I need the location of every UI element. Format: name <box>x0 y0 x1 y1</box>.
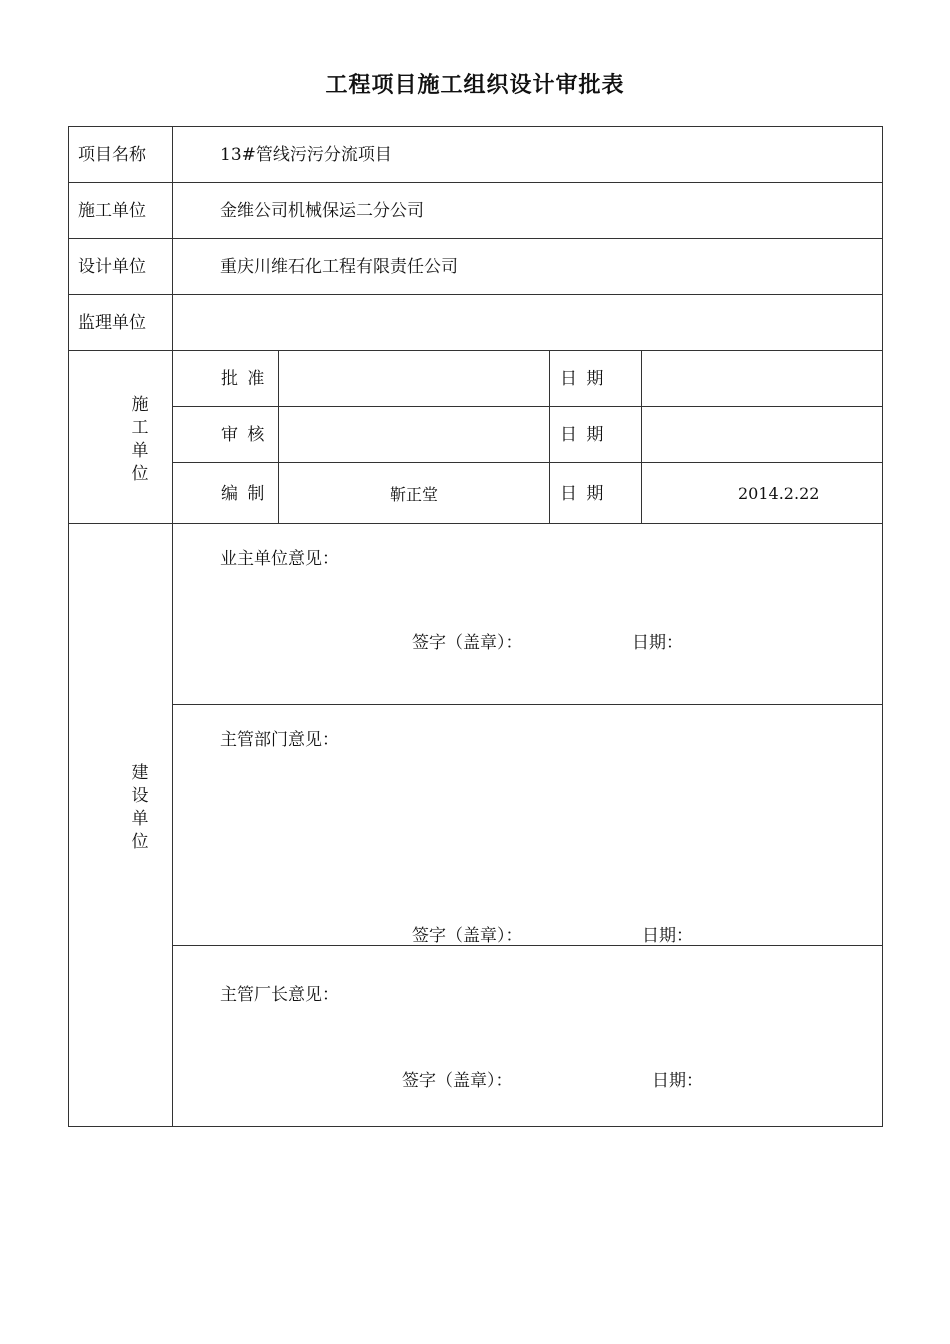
row-divider <box>172 945 883 946</box>
department-opinion-sign: 签字（盖章）： <box>412 926 523 946</box>
approve-date-label: 日 期 <box>560 369 606 389</box>
construction-unit-label: 施工单位 <box>131 395 149 484</box>
table-border-right <box>882 126 883 1127</box>
column-divider <box>549 350 550 524</box>
department-opinion-date: 日期： <box>642 926 693 946</box>
column-divider <box>641 350 642 524</box>
designer-value: 重庆川维石化工程有限责任公司 <box>220 257 458 277</box>
table-border-left <box>68 126 69 1127</box>
director-opinion-title: 主管厂长意见： <box>220 985 339 1005</box>
approve-role: 批 准 <box>221 369 267 389</box>
owner-unit-label: 建设单位 <box>131 763 149 852</box>
contractor-value: 金维公司机械保运二分公司 <box>220 201 424 221</box>
prepare-role: 编 制 <box>221 484 267 504</box>
project-name-value: 13#管线污污分流项目 <box>220 145 392 165</box>
department-opinion-title: 主管部门意见： <box>220 730 339 750</box>
director-opinion-date: 日期： <box>652 1071 703 1091</box>
row-divider <box>68 238 883 239</box>
row-divider <box>68 350 883 351</box>
owner-opinion-sign: 签字（盖章）： <box>412 633 523 653</box>
prepare-date: 2014.2.22 <box>738 484 820 503</box>
column-divider <box>278 350 279 524</box>
label-column-divider <box>172 126 173 1127</box>
owner-opinion-date: 日期： <box>632 633 683 653</box>
designer-label: 设计单位 <box>78 257 146 277</box>
section-divider <box>68 523 883 524</box>
form-title: 工程项目施工组织设计审批表 <box>325 73 625 98</box>
prepare-date-label: 日 期 <box>560 484 606 504</box>
prepare-name: 靳正堂 <box>390 485 439 504</box>
owner-opinion-title: 业主单位意见： <box>220 549 339 569</box>
review-date-label: 日 期 <box>560 425 606 445</box>
review-role: 审 核 <box>221 425 267 445</box>
project-name-label: 项目名称 <box>78 145 146 165</box>
row-divider <box>68 294 883 295</box>
contractor-label: 施工单位 <box>78 201 146 221</box>
director-opinion-sign: 签字（盖章）： <box>402 1071 513 1091</box>
table-border-top <box>68 126 883 127</box>
table-border-bottom <box>68 1126 883 1127</box>
supervisor-label: 监理单位 <box>78 313 146 333</box>
row-divider <box>172 704 883 705</box>
row-divider <box>68 182 883 183</box>
